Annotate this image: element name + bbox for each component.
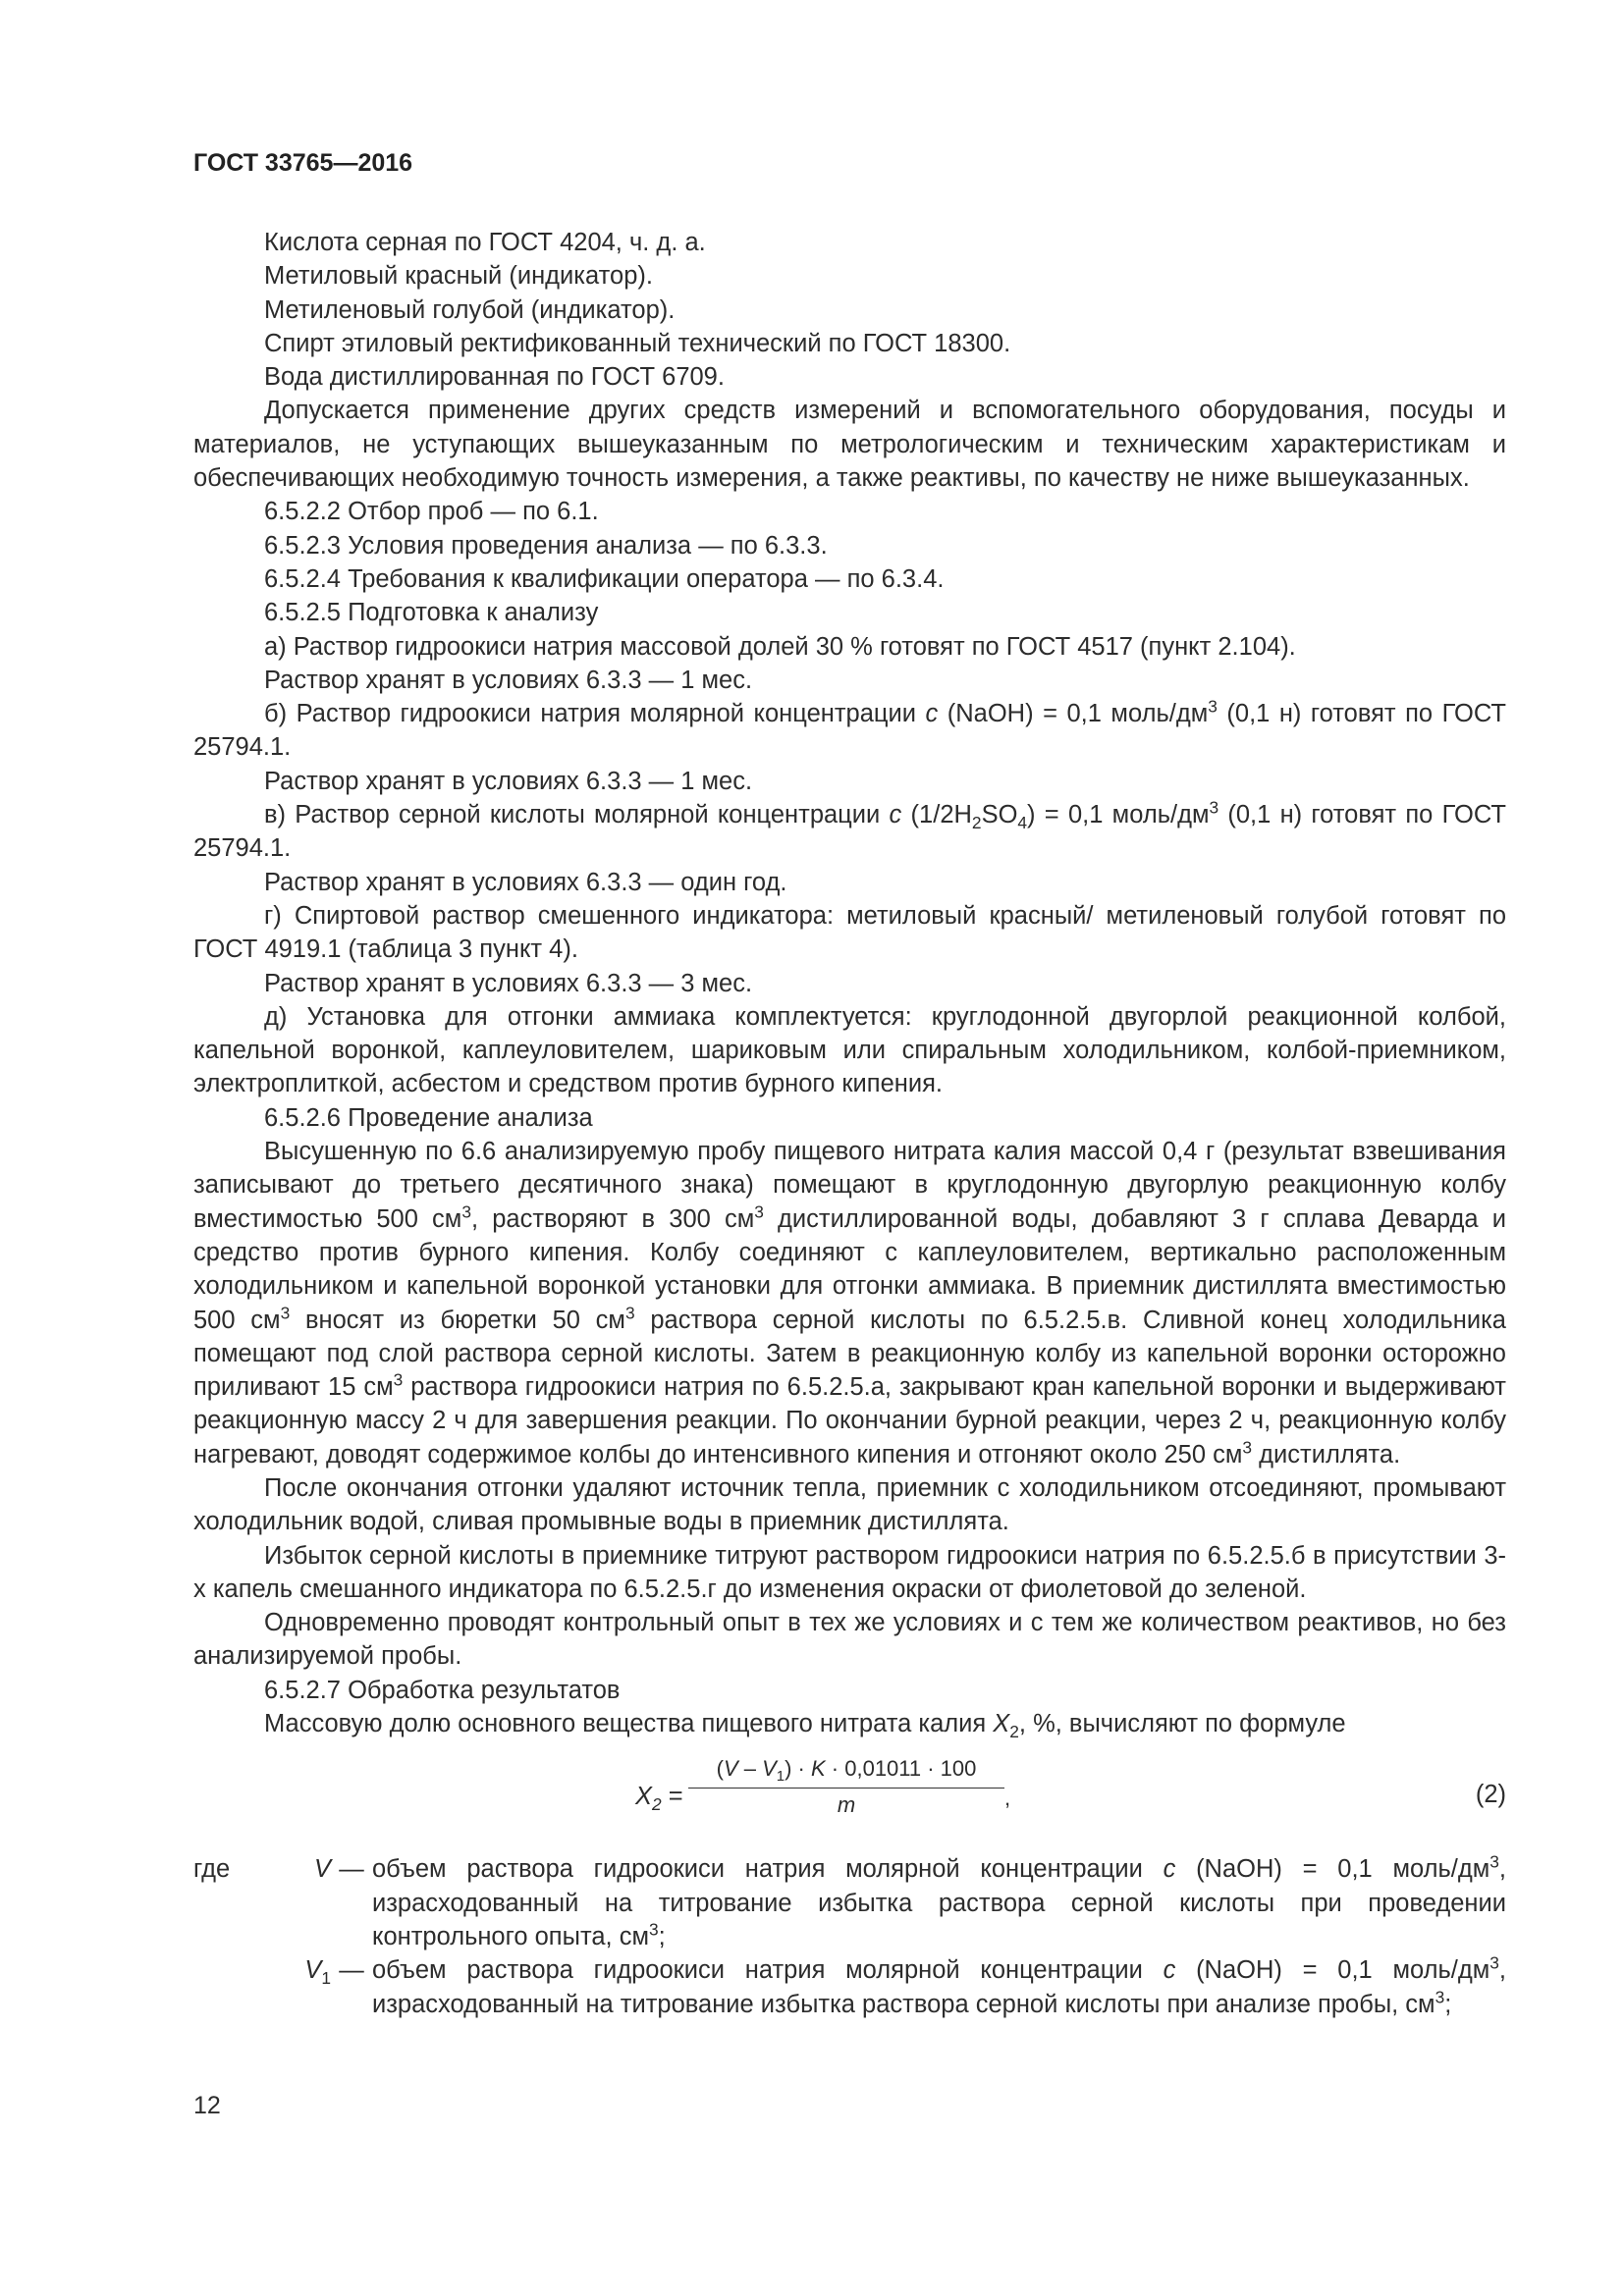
page-number: 12 — [193, 2092, 221, 2119]
paragraph: Вода дистиллированная по ГОСТ 6709. — [264, 363, 725, 392]
em-dash: — — [339, 1956, 364, 1985]
paragraph: д) Установка для отгонки аммиака комплектуется: круглодонной двугорлой реакционной колбой, капельной воронкой, каплеуловителем, шариковым или спиральным холодильником, колбой-приемником, электроплиткой, асбестом и средством против бурного кипения. — [193, 1002, 1506, 1098]
paragraph: г) Спиртовой раствор смешенного индикатора: метиловый красный/ метиленовый голубой готовят по ГОСТ 4919.1 (таблица 3 пункт 4). — [193, 901, 1506, 964]
paragraph: Раствор хранят в условиях 6.3.3 — 3 мес. — [264, 969, 753, 997]
paragraph: б) Раствор гидроокиси натрия молярной концентрации c (NaOH) = 0,1 моль/$дм^3$ (0,1 н) готовят по ГОСТ 25794.1. — [193, 696, 1506, 762]
paragraph: Высушенную по 6.6 анализируемую пробу пищевого нитрата калия массой 0,4 г (результат взвешивания записывают до третьего десятичного знака) помещают в круглодонную двугорлую реакционную колбу вместимостью 500 $см^3$, растворяют в 300 $см^3$ дистиллированной воды, добавляют 3 г сплава Деварда и средство против бурного кипения. Колбу соединяют с каплеуловителем, вертикально расположенным холодильником и капельной воронкой установки для отгонки аммиака. В приемник дистиллята вместимостью 500 $см^3$ вносят из бюретки 50 $см^3$ раствора серной кислоты по 6.5.2.5.в. Сливной конец холодильника помещают под слой раствора серной кислоты. Затем в реакционную колбу из капельной воронки осторожно приливают 15 $см^3$ раствора гидроокиси натрия по 6.5.2.5.а, закрывают кран капельной воронки и выдерживают реакционную массу 2 ч для завершения реакции. По окончании бурной реакции, через 2 ч, реакционную колбу нагревают, доводят содержимое колбы до интенсивного кипения и отгоняют около 250 $см^3$ дистиллята. — [193, 1138, 1506, 1468]
where-item — [193, 1953, 1506, 2021]
paragraph: Раствор хранят в условиях 6.3.3 — 1 мес. — [264, 767, 753, 795]
paragraph: Одновременно проводят контрольный опыт в тех же условиях и с тем же количеством реактивов, но без анализируемой пробы. — [193, 1609, 1506, 1671]
section-heading: 6.5.2.2 Отбор проб — по 6.1. — [264, 498, 599, 526]
em-dash: — — [339, 1855, 364, 1884]
section-heading: 6.5.2.6 Проведение анализа — [264, 1103, 593, 1132]
variable-definition: объем раствора гидроокиси натрия молярной концентрации c (NaOH) = 0,1 моль/$дм^3$, израсходованный на титрование избытка раствора серной кислоты при анализе пробы, $см^3$; — [372, 1952, 1507, 2018]
paragraph: Кислота серная по ГОСТ 4204, ч. д. а. — [264, 229, 706, 256]
formula-denominator: m — [837, 1792, 856, 1818]
section-heading: 6.5.2.3 Условия проведения анализа — по 6.3.3. — [264, 531, 828, 560]
section-heading: 6.5.2.5 Подготовка к анализу — [264, 599, 599, 627]
paragraph: Раствор хранят в условиях 6.3.3 — один год. — [264, 868, 787, 896]
document-header: ГОСТ 33765—2016 — [193, 149, 413, 177]
document-body — [193, 226, 1506, 2021]
where-label-spacer — [193, 1953, 272, 2021]
paragraph: в) Раствор серной кислоты молярной концентрации c $(1/2H_2SO_4) = 0,1$ моль/$дм^3$ (0,1 н) готовят по ГОСТ 25794.1. — [193, 797, 1506, 863]
formula-comma: , — [1004, 1786, 1011, 1811]
formula-lhs: $X_2$ = — [635, 1783, 683, 1815]
where-label: где — [193, 1855, 231, 1884]
formula-fraction — [688, 1754, 1004, 1822]
paragraph: Массовую долю основного вещества пищевого нитрата калия $X_2$, %, вычисляют по формуле — [264, 1710, 1346, 1742]
paragraph: Метиленовый голубой (индикатор). — [264, 295, 676, 324]
paragraph: Метиловый красный (индикатор). — [264, 262, 653, 291]
variable-definition: объем раствора гидроокиси натрия молярной концентрации c (NaOH) = 0,1 моль/$дм^3$, израсходованный на титрование избытка раствора серной кислоты при проведении контрольного опыта, $см^3$; — [372, 1851, 1507, 1950]
formula-numerator: $(V - V_1) \cdot K \cdot 0,01011 \cdot 100$ — [688, 1754, 1004, 1789]
variable-symbol: V — [313, 1855, 331, 1884]
variable-symbol: $V_1$ — [304, 1956, 331, 1989]
formula-number: (2) — [1475, 1781, 1506, 1809]
where-item — [193, 1852, 1506, 1953]
paragraph: Допускается применение других средств измерений и вспомогательного оборудования, посуды и материалов, не уступающих вышеуказанным по метрологическим и техническим характеристикам и обеспечивающих необходимую точность измерения, а также реактивы, по качеству не ниже вышеуказанных. — [193, 397, 1506, 493]
paragraph: Избыток серной кислоты в приемнике титруют раствором гидроокиси натрия по 6.5.2.5.б в присутствии 3-х капель смешанного индикатора по 6.5.2.5.г до изменения окраски от фиолетовой до зеленой. — [193, 1541, 1506, 1603]
section-heading: 6.5.2.7 Обработка результатов — [264, 1676, 621, 1704]
section-heading: 6.5.2.4 Требования к квалификации оператора — по 6.3.4. — [264, 564, 945, 593]
paragraph: Спирт этиловый ректификованный технический по ГОСТ 18300. — [264, 329, 1011, 357]
paragraph: Раствор хранят в условиях 6.3.3 — 1 мес. — [264, 666, 753, 694]
paragraph: а) Раствор гидроокиси натрия массовой долей 30 % готовят по ГОСТ 4517 (пункт 2.104). — [264, 632, 1296, 661]
formula-2 — [193, 1752, 1506, 1835]
paragraph: После окончания отгонки удаляют источник тепла, приемник с холодильником отсоединяют, промывают холодильник водой, сливая промывные воды в приемник дистиллята. — [193, 1473, 1506, 1536]
